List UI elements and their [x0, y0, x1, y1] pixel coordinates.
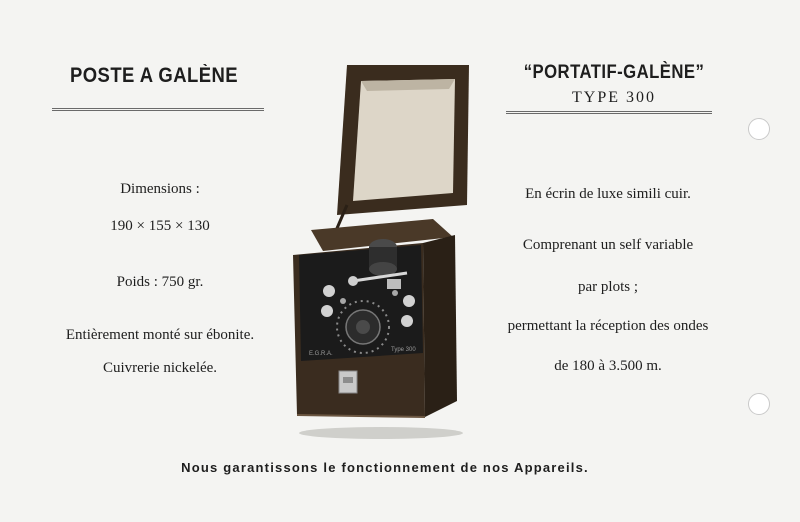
- tuning-knob-center: [356, 320, 370, 334]
- right-title: “PORTATIF-GALÈNE”: [523, 62, 705, 83]
- detector-holder: [387, 279, 401, 289]
- terminal-2: [321, 305, 333, 317]
- detector-knob: [348, 276, 358, 286]
- weight-text: Poids : 750 gr.: [116, 274, 204, 290]
- left-title: POSTE A GALÈNE: [69, 64, 239, 87]
- panel-type-text: Type 300: [391, 347, 416, 353]
- terminal-5: [340, 298, 346, 304]
- box-side: [423, 235, 457, 417]
- feature-line-2: par plots ;: [578, 279, 638, 295]
- feature-line-1: Comprenant un self variable: [522, 237, 694, 253]
- fittings-text: Cuivrerie nickelée.: [102, 360, 218, 376]
- terminal-6: [392, 290, 398, 296]
- right-title-rule: [506, 111, 712, 114]
- radio-photo: [283, 55, 473, 440]
- photo-shadow: [299, 427, 463, 439]
- guarantee-note: Nous garantissons le fonctionnement de nos Appareils.: [181, 460, 589, 475]
- left-title-rule: [52, 108, 264, 111]
- terminal-1: [323, 285, 335, 297]
- lid-interior: [353, 79, 455, 201]
- feature-line-4: de 180 à 3.500 m.: [554, 358, 662, 374]
- panel-maker-text: E.G.R.A.: [309, 351, 333, 357]
- mounting-text: Entièrement monté sur ébonite.: [65, 327, 255, 343]
- binder-hole-top: [748, 118, 770, 140]
- binder-hole-bottom: [748, 393, 770, 415]
- feature-line-3: permettant la réception des ondes: [507, 318, 709, 334]
- terminal-3: [403, 295, 415, 307]
- right-subtitle: TYPE 300: [572, 89, 656, 106]
- box-clasp-lock: [343, 377, 353, 383]
- case-text: En écrin de luxe simili cuir.: [525, 186, 691, 202]
- dimensions-value: 190 × 155 × 130: [110, 218, 210, 234]
- terminal-4: [401, 315, 413, 327]
- dimensions-label: Dimensions :: [120, 181, 200, 197]
